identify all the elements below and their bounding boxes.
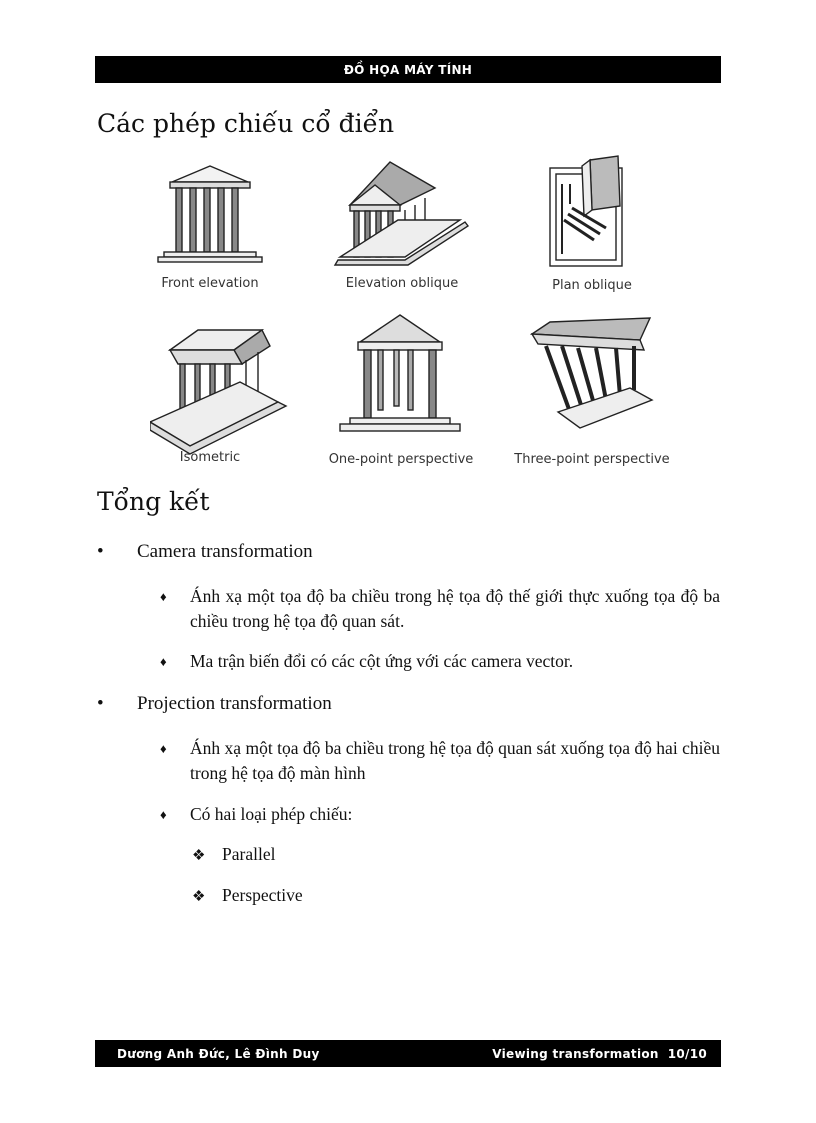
sub-item-text: Ma trận biến đổi có các cột ứng với các camera vector.	[190, 651, 574, 671]
plan-oblique-drawing	[550, 156, 622, 266]
projection-type-label: Parallel	[222, 844, 276, 864]
projections-illustration	[150, 150, 670, 475]
projection-type-label: Perspective	[222, 885, 303, 905]
header-title: ĐỒ HỌA MÁY TÍNH	[343, 62, 473, 77]
classic-projections-figure	[150, 150, 670, 475]
sub-item-text: Ánh xạ một tọa độ ba chiều trong hệ tọa độ thế giới thực xuống tọa độ ba chiều trong hệ tọa độ quan sát.	[190, 586, 720, 631]
footer-page-info: Viewing transformation 10/10	[492, 1046, 707, 1061]
caption-elevation-oblique: Elevation oblique	[345, 276, 459, 291]
page-header	[95, 56, 721, 83]
diamond-bullet-icon: ♦	[160, 654, 167, 669]
caption-three-point-perspective: Three-point perspective	[514, 452, 670, 467]
sub-item-projection-types	[160, 802, 720, 827]
section-heading-classic-projections: Các phép chiếu cổ điển	[97, 109, 395, 138]
isometric-drawing	[150, 330, 286, 454]
four-diamond-icon: ❖	[192, 889, 206, 905]
caption-isometric: Isometric	[179, 450, 241, 465]
page-footer	[95, 1040, 721, 1067]
elevation-oblique-drawing	[335, 162, 468, 265]
projection-type-parallel	[192, 844, 275, 865]
diamond-bullet-icon: ♦	[160, 807, 167, 822]
caption-front-elevation: Front elevation	[161, 276, 259, 291]
sub-item-camera-mapping	[160, 584, 720, 634]
section-heading-summary: Tổng kết	[97, 487, 210, 516]
diamond-bullet-icon: ♦	[160, 589, 167, 604]
caption-plan-oblique: Plan oblique	[552, 278, 632, 293]
projection-type-perspective	[192, 885, 303, 906]
sub-item-camera-matrix	[160, 649, 720, 674]
sub-item-text: Ánh xạ một tọa độ ba chiều trong hệ tọa độ quan sát xuống tọa độ hai chiều trong hệ tọa độ màn hình	[190, 738, 720, 783]
footer-authors: Dương Anh Đức, Lê Đình Duy	[117, 1046, 320, 1061]
list-item-label: Projection transformation	[137, 693, 332, 714]
one-point-perspective-drawing	[340, 315, 460, 431]
sub-item-text: Có hai loại phép chiếu:	[190, 804, 353, 824]
three-point-perspective-drawing	[532, 318, 652, 428]
four-diamond-icon: ❖	[192, 848, 206, 864]
bullet-icon: •	[97, 541, 104, 562]
caption-one-point-perspective: One-point perspective	[328, 452, 474, 467]
diamond-bullet-icon: ♦	[160, 741, 167, 756]
sub-item-projection-mapping	[160, 736, 720, 786]
list-item-label: Camera transformation	[137, 541, 313, 562]
front-elevation-drawing	[158, 166, 262, 262]
bullet-icon: •	[97, 693, 104, 714]
